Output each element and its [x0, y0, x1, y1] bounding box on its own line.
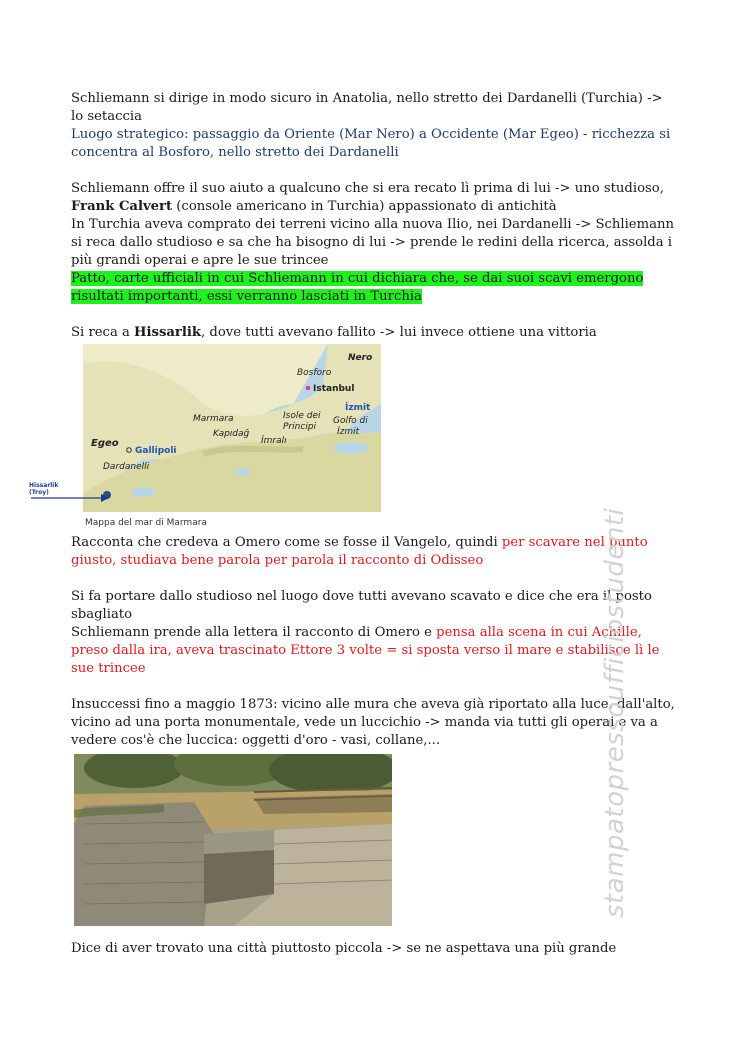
excavation-photo-svg	[74, 754, 392, 926]
map-label-gallipoli: Gallipoli	[135, 446, 177, 456]
hissarlik-arrow-icon	[31, 492, 111, 512]
text-calvert-intro: Schliemann offre il suo aiuto a qualcuno che si era recato lì prima di lui -> uno studioso,	[71, 181, 664, 196]
text-frank-calvert: Frank Calvert	[71, 199, 173, 214]
paragraph-insuccessi: Insuccessi fino a maggio 1873: vicino alle mura che aveva già riportato alla luce, dall'alto, vicino ad una porta monumentale, vede un luccichio -> manda via tutti gli operai e va a vedere cos'è che luccica: oggetti d'oro - vasi, collane,...	[71, 697, 675, 748]
map-label-izmit2: İzmit	[337, 427, 360, 437]
highlighted-patto: Patto, carte ufficiali in cui Schliemann in cui dichiara che, se dai suoi scavi emergono risultati importanti, essi verranno lasciati in Turchia	[71, 271, 644, 304]
map-label-egeo: Egeo	[91, 438, 119, 449]
hissarlik-label-troy: (Troy)	[29, 489, 49, 496]
text-omero-intro: Racconta che credeva a Omero come se fosse il Vangelo, quindi	[71, 535, 502, 550]
map-caption: Mappa del mar di Marmara	[85, 518, 207, 528]
map-label-izmit: İzmit	[345, 403, 371, 413]
map-label-imrali: İmralı	[261, 436, 287, 446]
marmara-map-svg	[83, 344, 381, 530]
text-omero-red: per scavare nel punto giusto, studiava bene parola per parola il racconto di Odisseo	[71, 535, 648, 568]
paragraph-achille	[71, 624, 676, 678]
hissarlik-label-name: Hissarlik	[29, 482, 59, 489]
paragraph-anatolia: Schliemann si dirige in modo sicuro in Anatolia, nello stretto dei Dardanelli (Turchia) -> lo setaccia	[71, 91, 663, 124]
watermark: stampatopressoufficiostudenti	[600, 507, 630, 918]
paragraph-patto	[71, 270, 676, 306]
map-label-marmara: Marmara	[193, 414, 234, 424]
excavation-photo	[74, 754, 392, 926]
paragraph-posto-sbagliato: Si fa portare dallo studioso nel luogo dove tutti avevano scavato e dice che era il posto sbagliato	[71, 589, 652, 622]
paragraph-hissarlik	[71, 324, 676, 342]
map-label-istanbul: Istanbul	[313, 384, 355, 394]
paragraph-omero	[71, 534, 676, 570]
text-achille-red: pensa alla scena in cui Achille, preso dalla ira, aveva trascinato Ettore 3 volte = si sposta verso il mare e stabilisce lì le sue trincee	[71, 625, 660, 676]
text-achille-intro: Schliemann prende alla lettera il racconto di Omero e	[71, 625, 437, 640]
text-hissarlik: Hissarlik	[134, 325, 202, 340]
text-hissarlik-rest: , dove tutti avevano fallito -> lui invece ottiene una vittoria	[201, 325, 597, 340]
marmara-map-figure	[29, 344, 451, 530]
map-label-kapidag: Kapıdağ	[213, 429, 250, 439]
text-hissarlik-intro: Si reca a	[71, 325, 135, 340]
paragraph-strategic-place: Luogo strategico: passaggio da Oriente (Mar Nero) a Occidente (Mar Egeo) - ricchezza si concentra al Bosforo, nello stretto dei Dardanelli	[71, 127, 671, 160]
paragraph-citta-piccola: Dice di aver trovato una città piuttosto piccola -> se ne aspettava una più grande	[71, 941, 617, 956]
map-label-nero: Nero	[348, 353, 373, 363]
text-calvert-desc: (console americano in Turchia) appassionato di antichità	[172, 199, 557, 214]
map-label-bosforo: Bosforo	[297, 368, 332, 378]
map-label-golfo: Golfo di	[333, 416, 368, 426]
paragraph-calvert	[71, 180, 676, 216]
marmara-map	[83, 344, 381, 530]
map-label-dardanelli: Dardanelli	[103, 462, 150, 472]
paragraph-terreni: In Turchia aveva comprato dei terreni vicino alla nuova Ilio, nei Dardanelli -> Schliemann si reca dallo studioso e sa che ha bisogno di lui -> prende le redini della ricerca, assolda i più grandi operai e apre le sue trincee	[71, 217, 674, 268]
map-label-principi: Principi	[283, 422, 316, 432]
document-page	[29, 90, 676, 958]
map-label-isole: Isole dei	[283, 411, 321, 421]
